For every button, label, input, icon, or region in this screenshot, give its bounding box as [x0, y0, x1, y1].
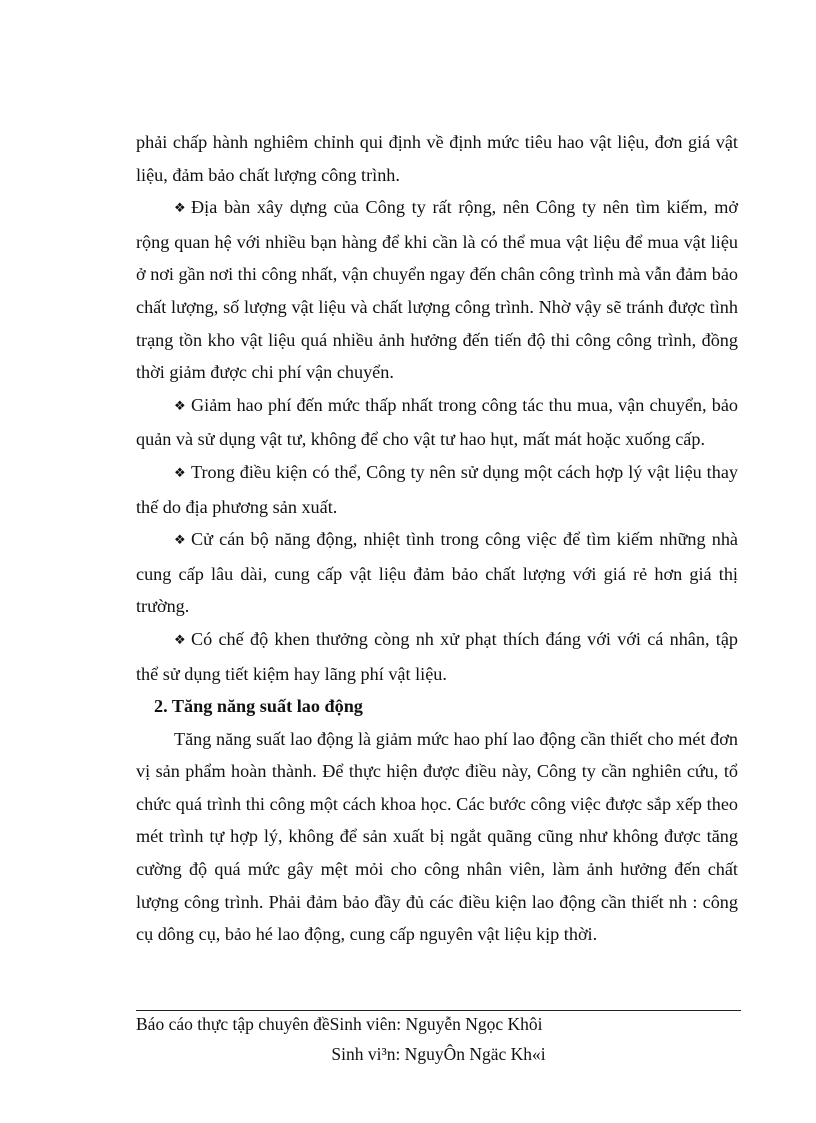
bullet-text: Địa bàn xây dựng của Công ty rất rộng, nên Công ty nên tìm kiếm, mở rộng quan hệ với nhiều bạn hàng để khi cần là có thể mua vật liệu để mua vật liệu ở nơi gần nơi thi công nhất, vận chuyển ngay đến chân công trình mà vẫn đảm bảo chất lượng, số lượng vật liệu và chất lượng công trình. Nhờ vậy sẽ tránh được tình trạng tồn kho vật liệu quá nhiều ảnh hưởng đến tiến độ thi công công trình, đồng thời giảm được chi phí vận chuyển. [136, 197, 738, 383]
paragraph-continuation: phải chấp hành nghiêm chỉnh qui định về định mức tiêu hao vật liệu, đơn giá vật liệu, đảm bảo chất lượng công trình. [136, 132, 738, 185]
footer-student-name: Sinh vi³n: NguyÔn Ngäc Kh«i [331, 1044, 546, 1064]
four-diamond-bullet-icon: ❖ [174, 201, 186, 217]
four-diamond-bullet-icon: ❖ [174, 533, 186, 549]
bullet-paragraph-rewards [136, 623, 738, 690]
document-body [136, 126, 738, 951]
bullet-text: Trong điều kiện có thể, Công ty nên sử dụng một cách hợp lý vật liệu thay thế do địa phương sản xuất. [136, 461, 738, 517]
paragraph-productivity: Tăng năng suất lao động là giảm mức hao phí lao động cần thiết cho mét đơn vị sản phẩm hoàn thành. Để thực hiện được điều này, Công ty cần nghiên cứu, tổ chức quá trình thi công một cách khoa học. Các bước công việc được sắp xếp theo mét trình tự hợp lý, không để sản xuất bị ngắt quãng cũng như không được tăng cường độ quá mức gây mệt mỏi cho công nhân viên, làm ảnh hưởng đến chất lượng công trình. Phải đảm bảo đầy đủ các điều kiện lao động cần thiết nh : công cụ dông cụ, bảo hé lao động, cung cấp nguyên vật liệu kịp thời. [136, 728, 738, 945]
bullet-text: Có chế độ khen thưởng còng nh xử phạt thích đáng với với cá nhân, tập thể sử dụng tiết kiệm hay lãng phí vật liệu. [136, 628, 738, 684]
four-diamond-bullet-icon: ❖ [174, 465, 186, 481]
bullet-paragraph-substitute-materials [136, 456, 738, 523]
bullet-paragraph-reduce-waste [136, 389, 738, 456]
section-heading: 2. Tăng năng suất lao động [154, 696, 363, 717]
bullet-paragraph-staff [136, 523, 738, 623]
bullet-text: Cử cán bộ năng động, nhiệt tình trong công việc để tìm kiếm những nhà cung cấp lâu dài, cung cấp vật liệu đảm bảo chất lượng với giá rẻ hơn giá thị trường. [136, 529, 738, 617]
four-diamond-bullet-icon: ❖ [174, 398, 186, 414]
footer-report-title: Báo cáo thực tập chuyên đềSinh viên: Nguyễn Ngọc Khôi [136, 1014, 543, 1034]
footer-divider [136, 1010, 741, 1011]
bullet-text: Giảm hao phí đến mức thấp nhất trong công tác thu mua, vận chuyển, bảo quản và sử dụng vật tư, không để cho vật tư hao hụt, mất mát hoặc xuống cấp. [136, 394, 738, 450]
bullet-paragraph-suppliers [136, 191, 738, 389]
four-diamond-bullet-icon: ❖ [174, 632, 186, 648]
